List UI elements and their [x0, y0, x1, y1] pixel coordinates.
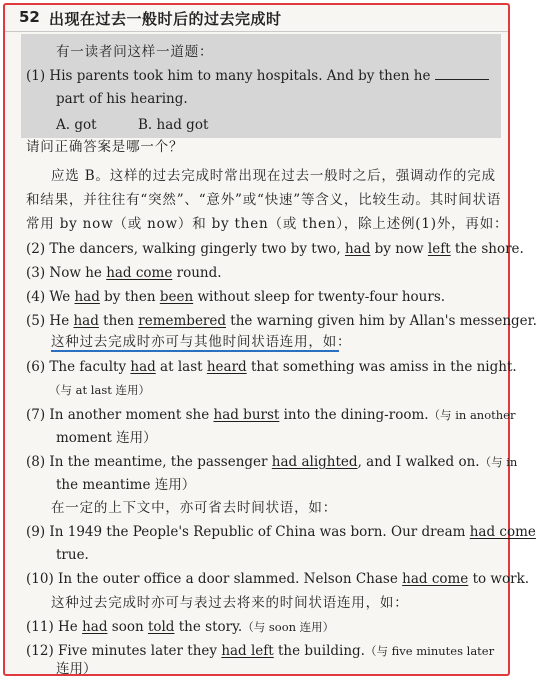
example-4: [26, 288, 445, 306]
question-ask: 请问正确答案是哪一个？: [26, 139, 184, 155]
example-comment: （与 soon 连用）: [242, 620, 335, 634]
example-num: (8): [26, 454, 46, 470]
sentence-text: His parents took him to many hospitals. And by then he: [49, 68, 431, 84]
example-5: [26, 312, 537, 330]
example-text: , and I walked on.: [357, 454, 480, 470]
example-text: by then: [99, 289, 160, 305]
example-2: [26, 240, 524, 258]
answer-line-1: 应选 B。这样的过去完成时常出现在过去一般时之后，强调动作的完成: [51, 168, 496, 184]
example-12-comment-cont: 连用）: [56, 661, 97, 677]
example-9-cont: true.: [56, 547, 89, 563]
underlined-word: had come: [402, 571, 469, 587]
example-text: the shore.: [450, 241, 524, 257]
example-8-comment-cont: the meantime 连用）: [56, 477, 196, 493]
option-b: B. had got: [138, 117, 209, 133]
example-6: [26, 358, 517, 376]
example-text: by now: [370, 241, 428, 257]
example-text: that something was amiss in the night.: [246, 359, 517, 375]
note-omit-adverbial: 在一定的上下文中，亦可省去时间状语，如：: [51, 500, 337, 516]
example-num: (12): [26, 643, 54, 659]
example-text: at last: [155, 359, 207, 375]
example-text: In the meantime, the passenger: [49, 454, 272, 470]
example-text: The faculty: [49, 359, 131, 375]
answer-line-2: 和结果，并往往有“突然”、“意外”或“快速”等含义，比较生动。其时间状语: [26, 192, 502, 208]
example-text: soon: [107, 619, 148, 635]
example-8: [26, 453, 517, 471]
example-9: [26, 523, 536, 541]
example-text: the warning given him by Allan's messenger.: [226, 313, 537, 329]
question-sentence-cont: part of his hearing.: [56, 91, 188, 107]
underlined-word: had: [344, 241, 371, 257]
underlined-word: had: [74, 289, 100, 305]
underlined-word: been: [159, 289, 194, 305]
example-text: In another moment she: [49, 407, 214, 423]
note-future-in-past: 这种过去完成时亦可与表过去将来的时间状语连用，如：: [51, 595, 409, 611]
underlined-word: had alighted: [271, 454, 358, 470]
example-text: then: [98, 313, 139, 329]
item-number: (1): [26, 68, 46, 84]
answer-line-3: 常用 by now（或 now）和 by then（或 then），除上述例(1)外，再如：: [26, 216, 509, 232]
answer-blank: [435, 67, 489, 80]
example-7: [26, 406, 515, 424]
example-num: (3): [26, 265, 46, 281]
example-10: [26, 570, 529, 588]
example-text: He: [49, 313, 74, 329]
example-num: (2): [26, 241, 46, 257]
underlined-word: told: [147, 619, 175, 635]
section-header: [5, 5, 508, 32]
example-7-comment-cont: moment 连用）: [56, 430, 157, 446]
example-text: round.: [172, 265, 222, 281]
example-text: Five minutes later they: [58, 643, 222, 659]
example-text: We: [49, 289, 75, 305]
underlined-word: left: [427, 241, 451, 257]
example-text: He: [58, 619, 83, 635]
example-text: The dancers, walking gingerly two by two,: [49, 241, 345, 257]
section-number: 52: [19, 8, 40, 26]
underlined-word: had: [130, 359, 156, 375]
example-comment: （与 in another: [428, 408, 516, 422]
underlined-word: had: [73, 313, 99, 329]
example-text: In the outer office a door slammed. Nelson Chase: [58, 571, 403, 587]
example-num: (5): [26, 313, 46, 329]
example-num: (7): [26, 407, 46, 423]
example-3: [26, 264, 222, 282]
example-text: without sleep for twenty-four hours.: [193, 289, 446, 305]
example-6-comment: （与 at last 连用）: [49, 383, 151, 397]
example-num: (4): [26, 289, 46, 305]
note-other-adverbials: 这种过去完成时亦可与其他时间状语连用，如：: [51, 334, 352, 350]
example-text: In 1949 the People's Republic of China was born. Our dream: [49, 524, 470, 540]
example-text: Now he: [49, 265, 107, 281]
example-11: [26, 618, 334, 636]
option-a: A. got: [56, 117, 97, 133]
section-title: 出现在过去一般时后的过去完成时: [49, 10, 282, 28]
example-num: (10): [26, 571, 54, 587]
example-text: the story.: [174, 619, 243, 635]
example-comment: （与 in: [479, 455, 518, 469]
underlined-word: had: [82, 619, 108, 635]
example-num: (9): [26, 524, 46, 540]
underlined-word: had come: [469, 524, 536, 540]
underlined-word: had burst: [213, 407, 280, 423]
underlined-word: had come: [106, 265, 173, 281]
example-comment: （与 five minutes later: [364, 644, 495, 658]
underlined-word: remembered: [138, 313, 227, 329]
question-sentence: [26, 67, 489, 85]
example-num: (6): [26, 359, 46, 375]
underlined-word: heard: [206, 359, 247, 375]
example-text: the building.: [273, 643, 365, 659]
page-frame: [3, 3, 537, 677]
underlined-word: had left: [221, 643, 274, 659]
example-text: to work.: [468, 571, 530, 587]
example-12: [26, 642, 494, 660]
example-text: into the dining-room.: [279, 407, 429, 423]
example-num: (11): [26, 619, 54, 635]
highlight-underline: [51, 350, 339, 352]
question-intro: 有一读者问这样一道题：: [56, 44, 214, 60]
